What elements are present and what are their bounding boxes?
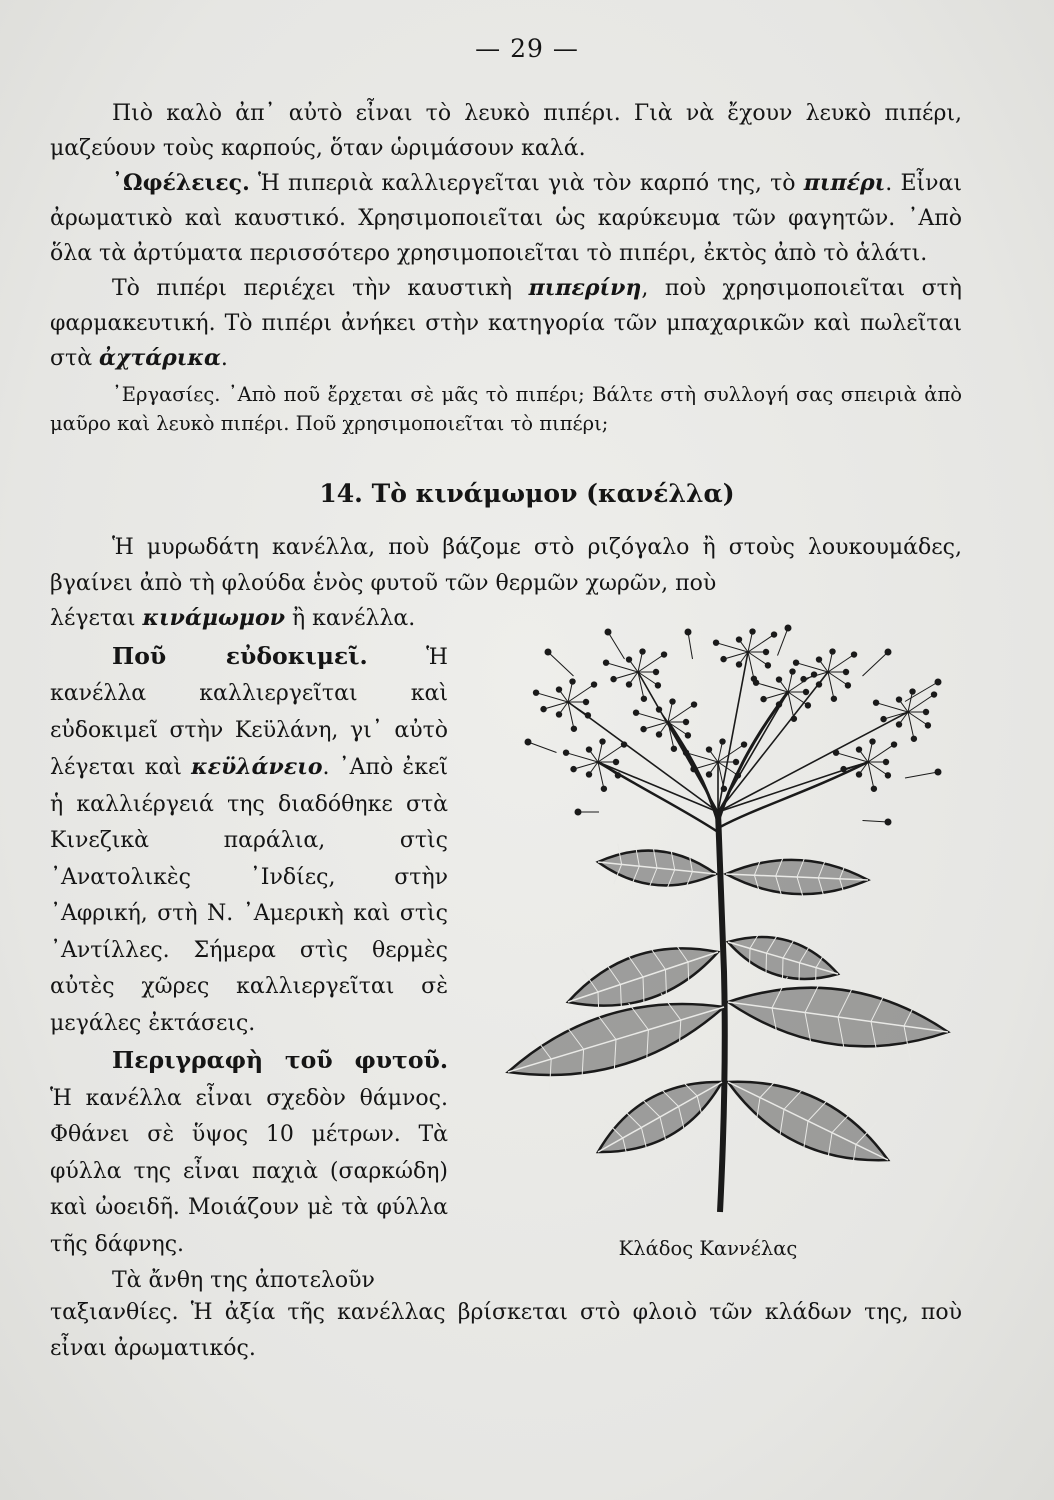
section-heading [0, 476, 1054, 512]
paragraph-flowers: Τὰ ἄνθη της ἀποτελοῦν [112, 1268, 375, 1293]
heading-benefits: ᾽Ωφέλειες. [112, 170, 250, 196]
term-piperine: πιπερίνη [528, 275, 642, 301]
cinnamon-branch-icon [488, 612, 964, 1224]
heading-description: Περιγραφὴ τοῦ φυτοῦ. [112, 1046, 448, 1074]
term-kinamomon: κινάμωμον [142, 605, 285, 631]
paragraph-exercises: ᾽Εργασίες. ᾽Απὸ ποῦ ἔρχεται σὲ μᾶς τὸ πιπέρι; Βάλτε στὴ συλλογή σας σπειριὰ ἀπὸ μαῦρο καὶ λευκὸ πιπέρι. Ποῦ χρησιμοποιεῖται τὸ πιπέρι; [50, 383, 962, 435]
term-piperi: πιπέρι [803, 170, 886, 196]
paragraph-white-pepper: Πιὸ καλὸ ἀπ᾽ αὐτὸ εἶναι τὸ λευκὸ πιπέρι. Γιὰ νὰ ἔχουν λευκὸ πιπέρι, μαζεύουν τοὺς καρπούς, ὅταν ὡριμάσουν καλά. [50, 101, 962, 161]
figure-caption: Κλάδος Καννέλας [618, 1237, 798, 1260]
page-number: — 29 — [475, 34, 579, 63]
paragraph-benefits: ᾽Ωφέλειες. Ἡ πιπεριὰ καλλιεργεῖται γιὰ τὸν καρπό της, τὸ πιπέρι. Εἶναι ἀρωματικὸ καὶ καυστικό. Χρησιμοποιεῖται ὡς καρύκευμα τῶν φαγητῶν. ᾽Απὸ ὅλα τὰ ἀρτύματα περισσότερο χρησιμοποιεῖται τὸ πιπέρι, ἐκτὸς ἀπὸ τὸ ἁλάτι. [50, 170, 962, 266]
paragraph-flowers-cont: ταξιανθίες. Ἡ ἀξία τῆς κανέλλας βρίσκεται στὸ φλοιὸ τῶν κλάδων της, ποὺ εἶναι ἀρωματικός. [50, 1300, 962, 1361]
paragraph-lead: Ἡ μυρωδάτη κανέλλα, ποὺ βάζομε στὸ ριζόγαλο ἢ στοὺς λουκουμάδες, βγαίνει ἀπὸ τὴ φλούδα ἑνὸς φυτοῦ τῶν θερμῶν χωρῶν, ποὺ [50, 535, 962, 596]
paragraph-piperine: Τὸ πιπέρι περιέχει τὴν καυστικὴ πιπερίνη, ποὺ χρησιμοποιεῖται στὴ φαρμακευτική. Τὸ πιπέρι ἀνήκει στὴν κατηγορία τῶν μπαχαρικῶν καὶ πωλεῖται στὰ ἀχτάρικα. [50, 275, 962, 371]
heading-where: Ποῦ εὐδοκιμεῖ. [112, 641, 368, 670]
section-title: Τὸ κινάμωμον (κανέλλα) [371, 479, 735, 508]
cinnamon-branch-illustration [488, 612, 964, 1224]
paragraph-lead-cont: λέγεται κινάμωμον ἢ κανέλλα. [50, 605, 416, 631]
left-column-text [50, 600, 448, 1300]
paragraph-description: Περιγραφὴ τοῦ φυτοῦ. Ἡ κανέλλα εἶναι σχεδὸν θάμνος. Φθάνει σὲ ὕψος 10 μέτρων. Τὰ φύλλα της εἶναι παχιὰ (σαρκώδη) καὶ ὠοειδῆ. Μοιάζουν μὲ τὰ φύλλα τῆς δάφνης. [50, 1046, 448, 1257]
paragraph-where: Ποῦ εὐδοκιμεῖ. Ἡ κανέλλα καλλιεργεῖται καὶ εὐδοκιμεῖ στὴν Κεϋλάνη, γι᾽ αὐτὸ λέγεται καὶ κεϋλάνειο. ᾽Απὸ ἐκεῖ ἡ καλλιέργειά της διαδόθηκε στὰ Κινεζικὰ παράλια, στὶς ᾽Ανατολικὲς ᾽Ινδίες, στὴν ᾽Αφρική, στὴ Ν. ᾽Αμερικὴ καὶ στὶς ᾽Αντίλλες. Σήμερα στὶς θερμὲς αὐτὲς χῶρες καλλιεργεῖται σὲ μεγάλες ἐκτάσεις. [50, 641, 448, 1036]
intro-text [50, 96, 962, 438]
section-number: 14. [319, 479, 363, 508]
term-keylaneio: κεϋλάνειο [191, 754, 323, 780]
term-achtarika: ἀχτάρικα [99, 345, 221, 371]
